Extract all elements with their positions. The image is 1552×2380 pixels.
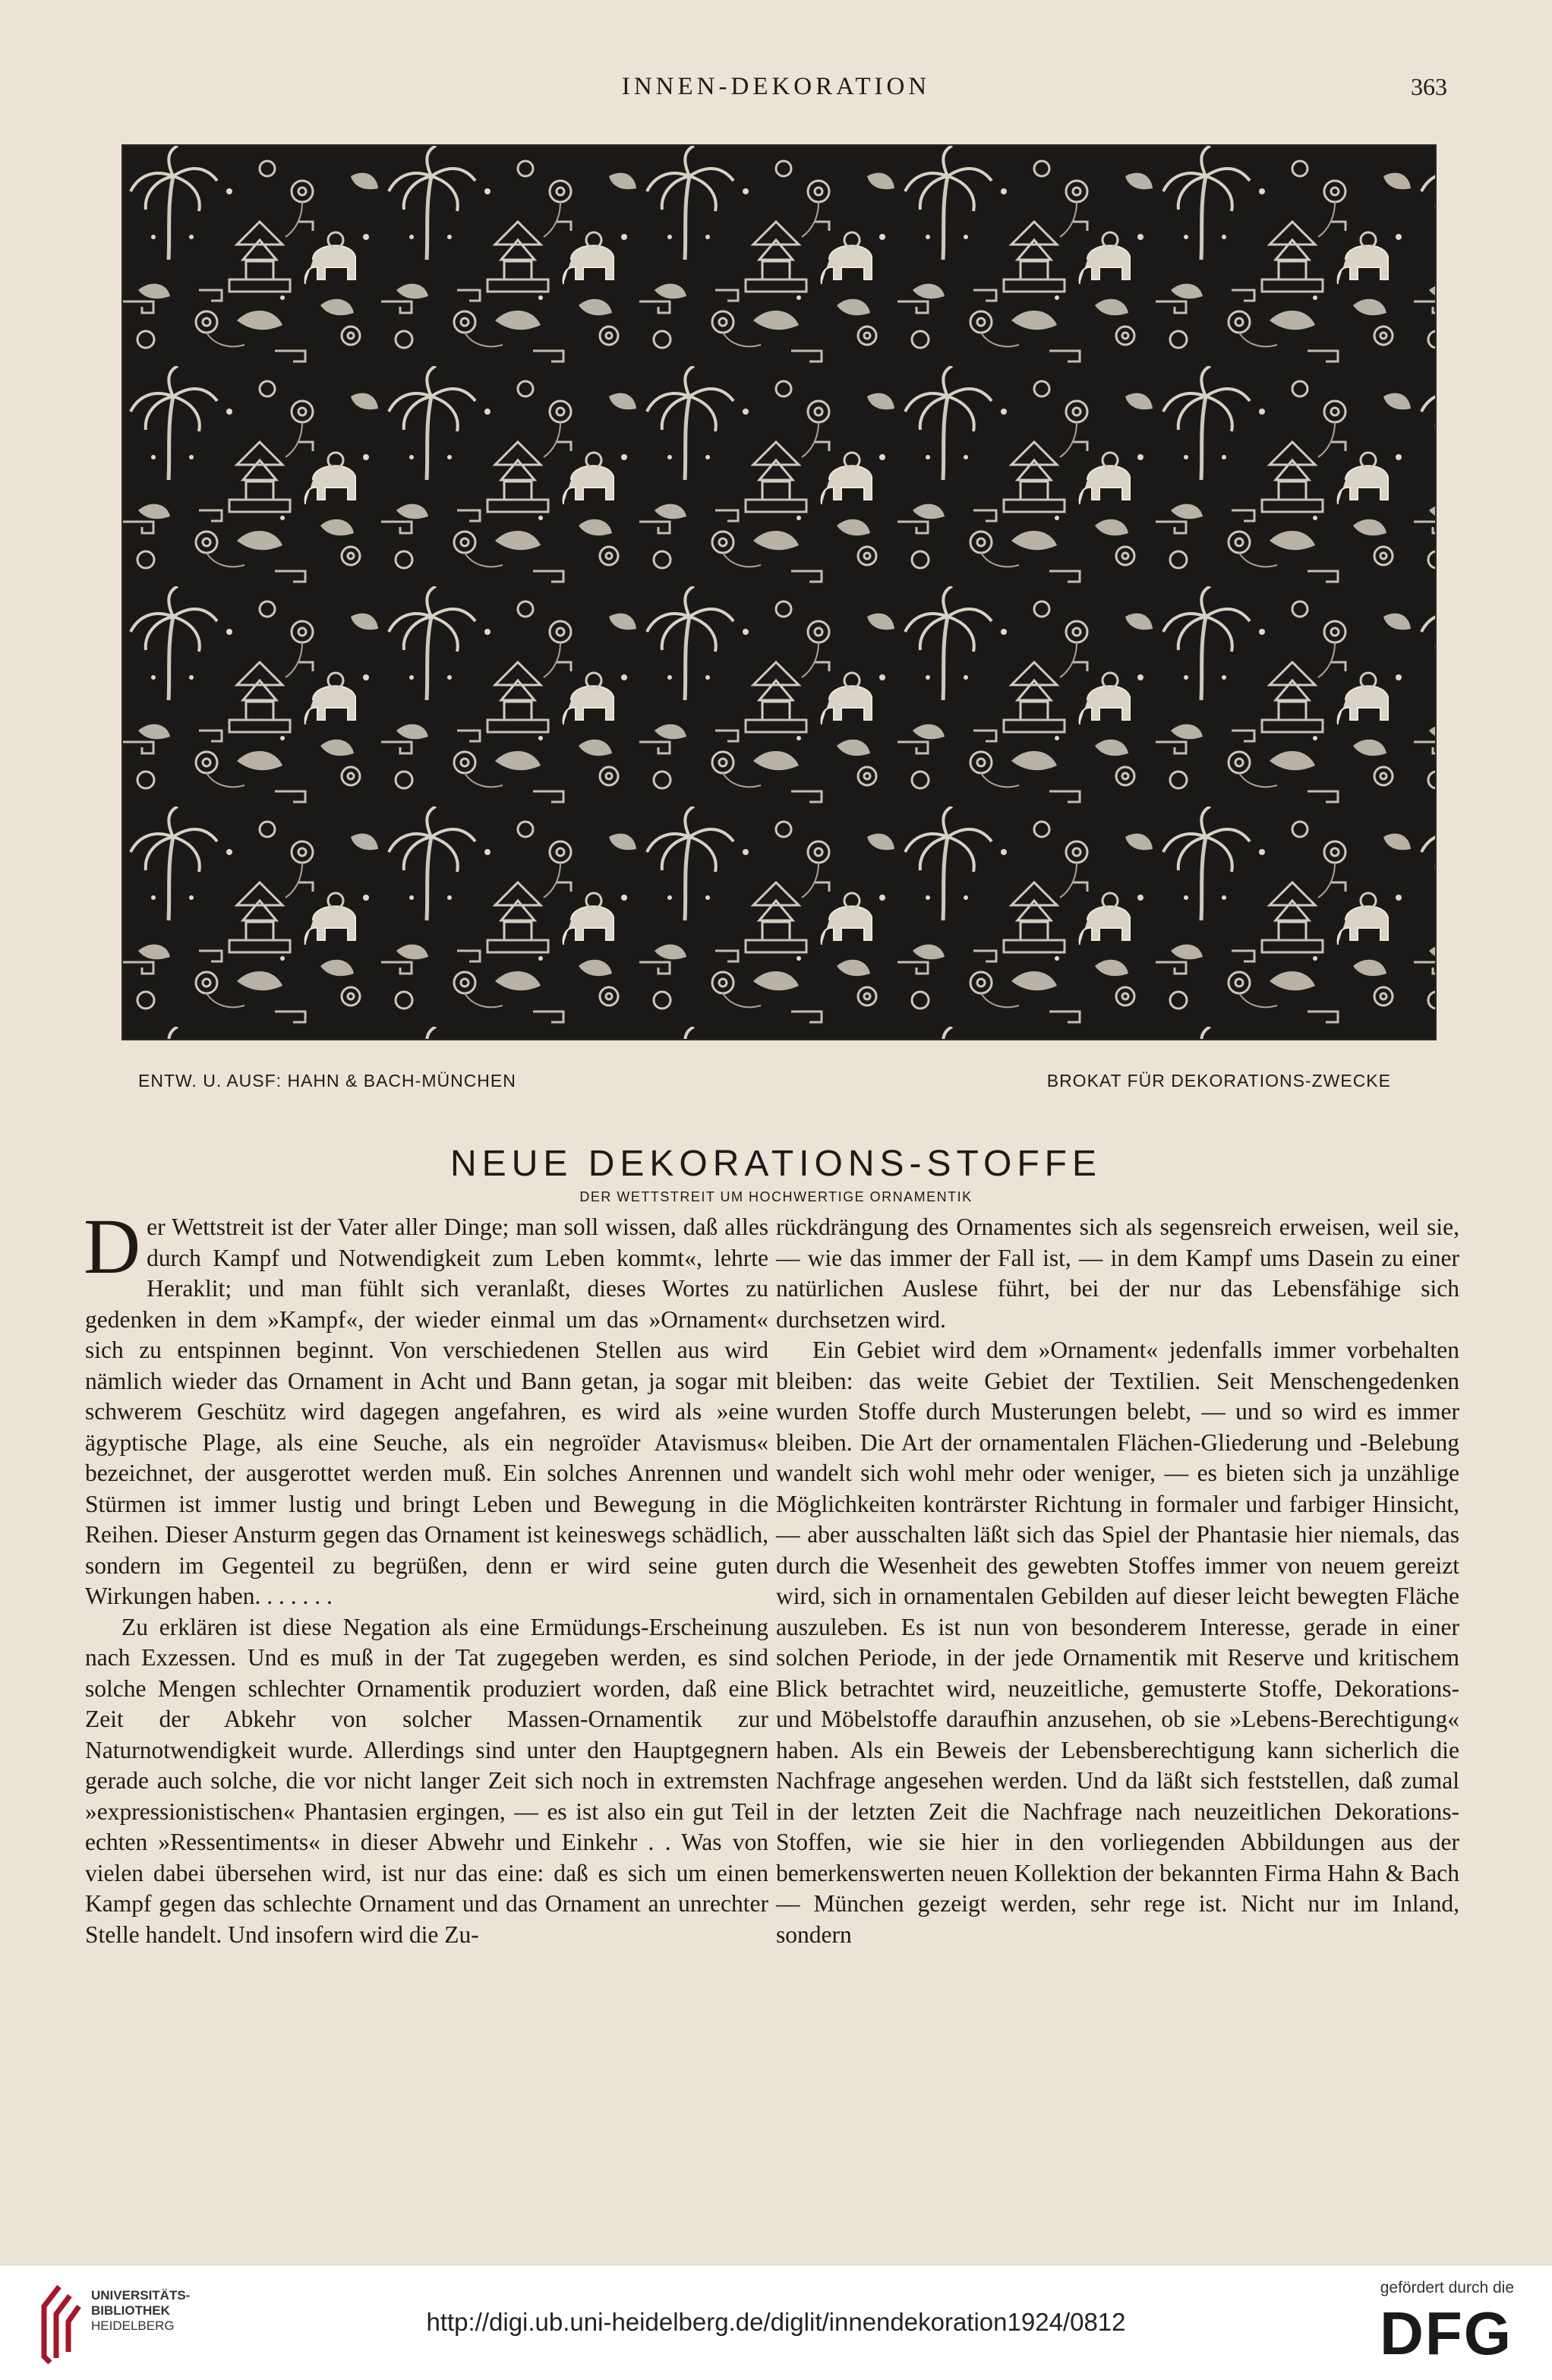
footer-bar — [0, 2265, 1552, 2380]
library-line: BIBLIOTHEK — [91, 2303, 170, 2318]
funding-label: gefördert durch die — [1380, 2279, 1514, 2296]
brocade-pattern-icon — [123, 146, 1435, 1039]
paragraph — [84, 1203, 768, 1612]
paragraph-text: Zu erklären ist diese Negation als eine Ermüdungs-Erscheinung nach Exzessen. Und es muß in der Tat zugegeben werden, es sind solche Mengen schlechter Ornamentik produziert worden, daß eine Zeit der Abkehr von solcher Massen-Ornamentik zur Naturnotwendigkeit wurde. Allerdings sind unter den Hauptgegnern gerade auch solche, die vor nicht langer Zeit sich noch in extremsten »expressionistischen« Phantasien ergingen, — es ist also ein gut Teil echten »Ressentiments« in dieser Abwehr und Einkehr . . Was von vielen dabei übersehen wird, ist nur das eine: daß es sich um einen Kampf gegen das schlechte Ornament und das Ornament an unrechter Stelle handelt. Und insofern wird die Zu- — [85, 1613, 768, 1948]
article-title: NEUE DEKORATIONS-STOFFE — [450, 1144, 1102, 1184]
dfg-logo[interactable]: DFG — [1380, 2300, 1513, 2367]
paragraph-text: er Wettstreit ist der Vater aller Dinge; man soll wissen, daß alles durch Kampf und Notwendigkeit zum Leben kommt«, lehrte Heraklit; und man fühlt sich veranlaßt, dieses Wortes zu gedenken in dem »Kampf«, der wieder einmal um das »Ornament« sich zu entspinnen beginnt. Von verschiedenen Stellen aus wird nämlich wieder das Ornament in Acht und Bann getan, ja sogar mit schwerem Geschütz wird dagegen angefahren, es wird als »eine ägyptische Plage, als eine Seuche, als ein negroïder Atavismus« bezeichnet, der ausgerottet werden muß. Ein solches Anrennen und Stürmen ist immer lustig und bringt Leben und Bewegung in die Reihen. Dieser Ansturm gegen das Ornament ist keineswegs schädlich, sondern im Gegenteil zu begrüßen, denn er wird seine guten Wirkungen haben. . . . . . . — [85, 1214, 768, 1609]
paragraph-text: rückdrängung des Ornamentes sich als segensreich erweisen, weil sie, — wie das immer der Fall ist, — in dem Kampf ums Dasein zu einer natürlichen Auslese führt, bei der nur das Lebensfähige sich durchsetzen wird. — [776, 1214, 1459, 1333]
page-number: 363 — [1411, 73, 1447, 100]
figure-credit: ENTW. U. AUSF: HAHN & BACH-MÜNCHEN — [138, 1071, 516, 1091]
paragraph-text: Ein Gebiet wird dem »Ornament« jedenfalls immer vorbehalten bleiben: das weite Gebiet der Textilien. Seit Menschengedenken wurden Stoffe durch Musterungen belebt, — und so wird es immer bleiben. Die Art der ornamentalen Flächen-Gliederung und -Belebung wandelt sich wohl mehr oder weniger, — es bieten sich ja unzählige Möglichkeiten konträrster Richtung in formaler und farbiger Hinsicht, — aber ausschalten läßt sich das Spiel der Phantasie hier niemals, das durch die Wesenheit des gewebten Stoffes immer von neuem gereizt wird, sich in ornamentalen Gebilden auf dieser leicht bewegten Fläche auszuleben. Es ist nun von besonderem Interesse, gerade in einer solchen Periode, in der jede Ornamentik mit Reserve und kritischem Blick betrachtet wird, neuzeitliche, gemusterte Stoffe, Dekorations- und Möbelstoffe daraufhin anzusehen, ob sie »Lebens-Berechtigung« haben. Als ein Beweis der Lebensberechtigung kann sicherlich die Nachfrage angesehen werden. Und da läßt sich feststellen, daß zumal in der letzten Zeit die Nachfrage nach neuzeitlichen Dekorations-Stoffen, wie sie hier in den vorliegenden Abbildungen aus der bemerkenswerten neuen Kollektion der bekannten Firma Hahn & Bach — München gezeigt werden, sehr rege ist. Nicht nur im Inland, sondern — [776, 1337, 1459, 1948]
library-line: UNIVERSITÄTS- — [91, 2288, 191, 2303]
library-line: HEIDELBERG — [91, 2318, 175, 2333]
running-title: INNEN-DEKORATION — [621, 73, 931, 100]
paragraph — [85, 1612, 768, 1951]
paragraph — [776, 1212, 1459, 1335]
right-text-column — [776, 1212, 1459, 1950]
permalink[interactable]: http://digi.ub.uni-heidelberg.de/diglit/innendekoration1924/0812 — [426, 2308, 1126, 2336]
brocade-fabric-image — [121, 144, 1437, 1040]
left-text-column — [84, 1203, 768, 1950]
drop-cap: D — [84, 1203, 141, 1290]
article-subtitle: DER WETTSTREIT UM HOCHWERTIGE ORNAMENTIK — [579, 1189, 973, 1204]
paragraph — [776, 1335, 1459, 1950]
figure-caption: BROKAT FÜR DEKORATIONS-ZWECKE — [1046, 1071, 1391, 1091]
